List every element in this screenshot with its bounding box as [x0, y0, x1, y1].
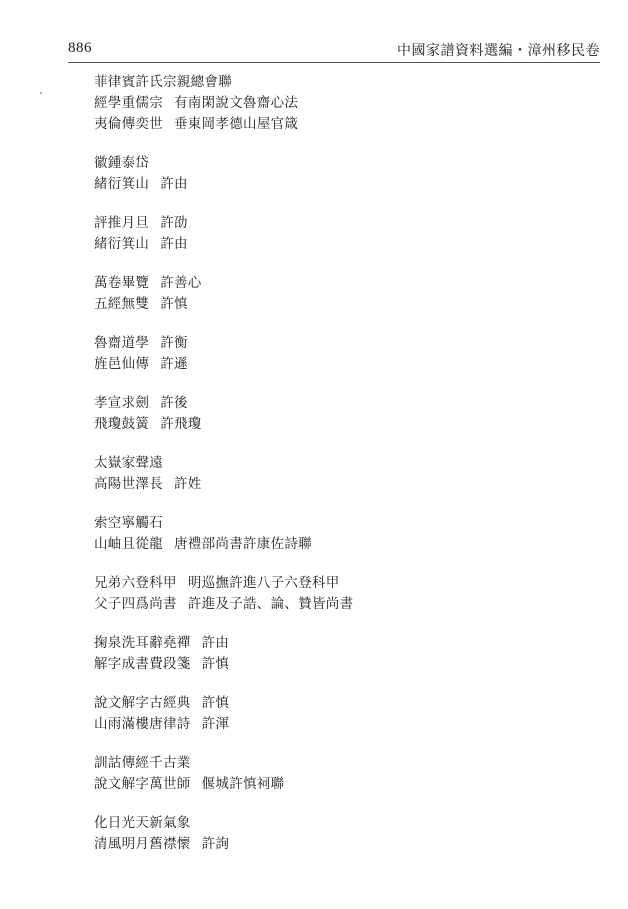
couplet-text: 山雨滿樓唐律詩 [94, 716, 191, 732]
couplet-block [94, 693, 604, 735]
couplet-block [94, 72, 604, 135]
couplet-line [94, 213, 604, 234]
couplet-text: 訓詁傳經千古業 [94, 755, 191, 771]
couplet-line [94, 753, 604, 774]
couplet-text: 山岫且從龍 [94, 536, 163, 552]
couplet-line [94, 633, 604, 654]
couplet-text: 評推月旦 [94, 215, 150, 231]
couplet-text: 化日光天新氣象 [94, 815, 191, 831]
couplet-line [94, 414, 604, 435]
couplet-line [94, 354, 604, 375]
couplet-line [94, 654, 604, 675]
couplet-text: 旌邑仙傳 [94, 356, 150, 372]
couplet-text: 太嶽家聲遠 [94, 455, 163, 471]
couplet-text: 掬泉洗耳辭堯禪 [94, 635, 191, 651]
couplet-text: 說文解字萬世師 [94, 776, 191, 792]
couplet-block [94, 573, 604, 615]
page-number: 886 [68, 40, 92, 56]
scan-speck [40, 92, 42, 94]
couplet-line [94, 573, 604, 594]
couplet-line [94, 714, 604, 735]
couplet-block [94, 333, 604, 375]
couplet-attribution: 許由 [160, 176, 188, 192]
couplet-block [94, 393, 604, 435]
couplet-line [94, 453, 604, 474]
couplet-block [94, 513, 604, 555]
couplet-line [94, 333, 604, 354]
couplet-line [94, 174, 604, 195]
couplet-text: 孝宣求劍 [94, 395, 150, 411]
couplet-attribution: 許遜 [160, 356, 188, 372]
couplet-text: 解字成書費段箋 [94, 656, 191, 672]
couplet-block [94, 753, 604, 795]
couplet-line [94, 513, 604, 534]
couplet-attribution: 許後 [160, 395, 188, 411]
page-header [68, 38, 600, 63]
couplet-attribution: 偃城許慎祠聯 [201, 776, 285, 792]
couplet-block [94, 633, 604, 675]
couplet-line [94, 534, 604, 555]
couplet-attribution: 許飛瓊 [160, 416, 202, 432]
couplet-line [94, 813, 604, 834]
couplet-attribution: 有南閑說文魯齋心法 [174, 95, 299, 111]
couplet-line [94, 273, 604, 294]
couplet-attribution: 許善心 [160, 275, 202, 291]
couplet-text: 飛瓊鼓簧 [94, 416, 150, 432]
couplet-line [94, 153, 604, 174]
couplet-attribution: 許慎 [201, 695, 230, 711]
couplet-text: 清風明月舊襟懷 [94, 836, 191, 852]
couplet-attribution: 許由 [201, 635, 230, 651]
couplet-attribution: 許由 [160, 236, 188, 252]
couplet-list [94, 72, 604, 855]
couplet-block [94, 813, 604, 855]
couplet-line [94, 234, 604, 255]
couplet-block [94, 453, 604, 495]
couplet-attribution: 許進及子誥、論、贊皆尚書 [187, 596, 354, 612]
couplet-text: 菲律賓許氏宗親總會聯 [94, 74, 232, 90]
running-head: 中國家譜資料選編・漳州移民卷 [397, 43, 600, 59]
couplet-attribution: 許詢 [201, 836, 230, 852]
couplet-text: 兄弟六登科甲 [94, 575, 177, 591]
couplet-text: 五經無雙 [94, 296, 150, 312]
couplet-line [94, 474, 604, 495]
couplet-text: 經學重儒宗 [94, 95, 163, 111]
couplet-text: 高陽世澤長 [94, 476, 163, 492]
couplet-attribution: 許慎 [160, 296, 188, 312]
couplet-text: 魯齋道學 [94, 335, 150, 351]
couplet-text: 緒衍箕山 [94, 236, 150, 252]
couplet-line [94, 693, 604, 714]
couplet-attribution: 明巡撫許進八子六登科甲 [187, 575, 340, 591]
couplet-text: 夷倫傳奕世 [94, 116, 163, 132]
couplet-line [94, 393, 604, 414]
couplet-attribution: 許慎 [201, 656, 230, 672]
couplet-attribution: 許劭 [160, 215, 188, 231]
couplet-text: 父子四爲尚書 [94, 596, 177, 612]
couplet-line [94, 72, 604, 93]
couplet-block [94, 213, 604, 255]
couplet-text: 徽鍾泰岱 [94, 155, 150, 171]
couplet-attribution: 唐禮部尚書許康佐詩聯 [174, 536, 312, 552]
couplet-line [94, 294, 604, 315]
couplet-block [94, 273, 604, 315]
couplet-text: 萬卷畢覽 [94, 275, 150, 291]
couplet-block [94, 153, 604, 195]
couplet-text: 索空寧觸石 [94, 515, 163, 531]
couplet-line [94, 594, 604, 615]
couplet-attribution: 許衡 [160, 335, 188, 351]
couplet-line [94, 834, 604, 855]
couplet-text: 說文解字古經典 [94, 695, 191, 711]
couplet-text: 緒衍箕山 [94, 176, 150, 192]
couplet-line [94, 774, 604, 795]
couplet-line [94, 93, 604, 114]
couplet-attribution: 許姓 [174, 476, 202, 492]
couplet-attribution: 許渾 [201, 716, 230, 732]
couplet-line [94, 114, 604, 135]
couplet-attribution: 垂東岡孝德山屋官箴 [174, 116, 299, 132]
